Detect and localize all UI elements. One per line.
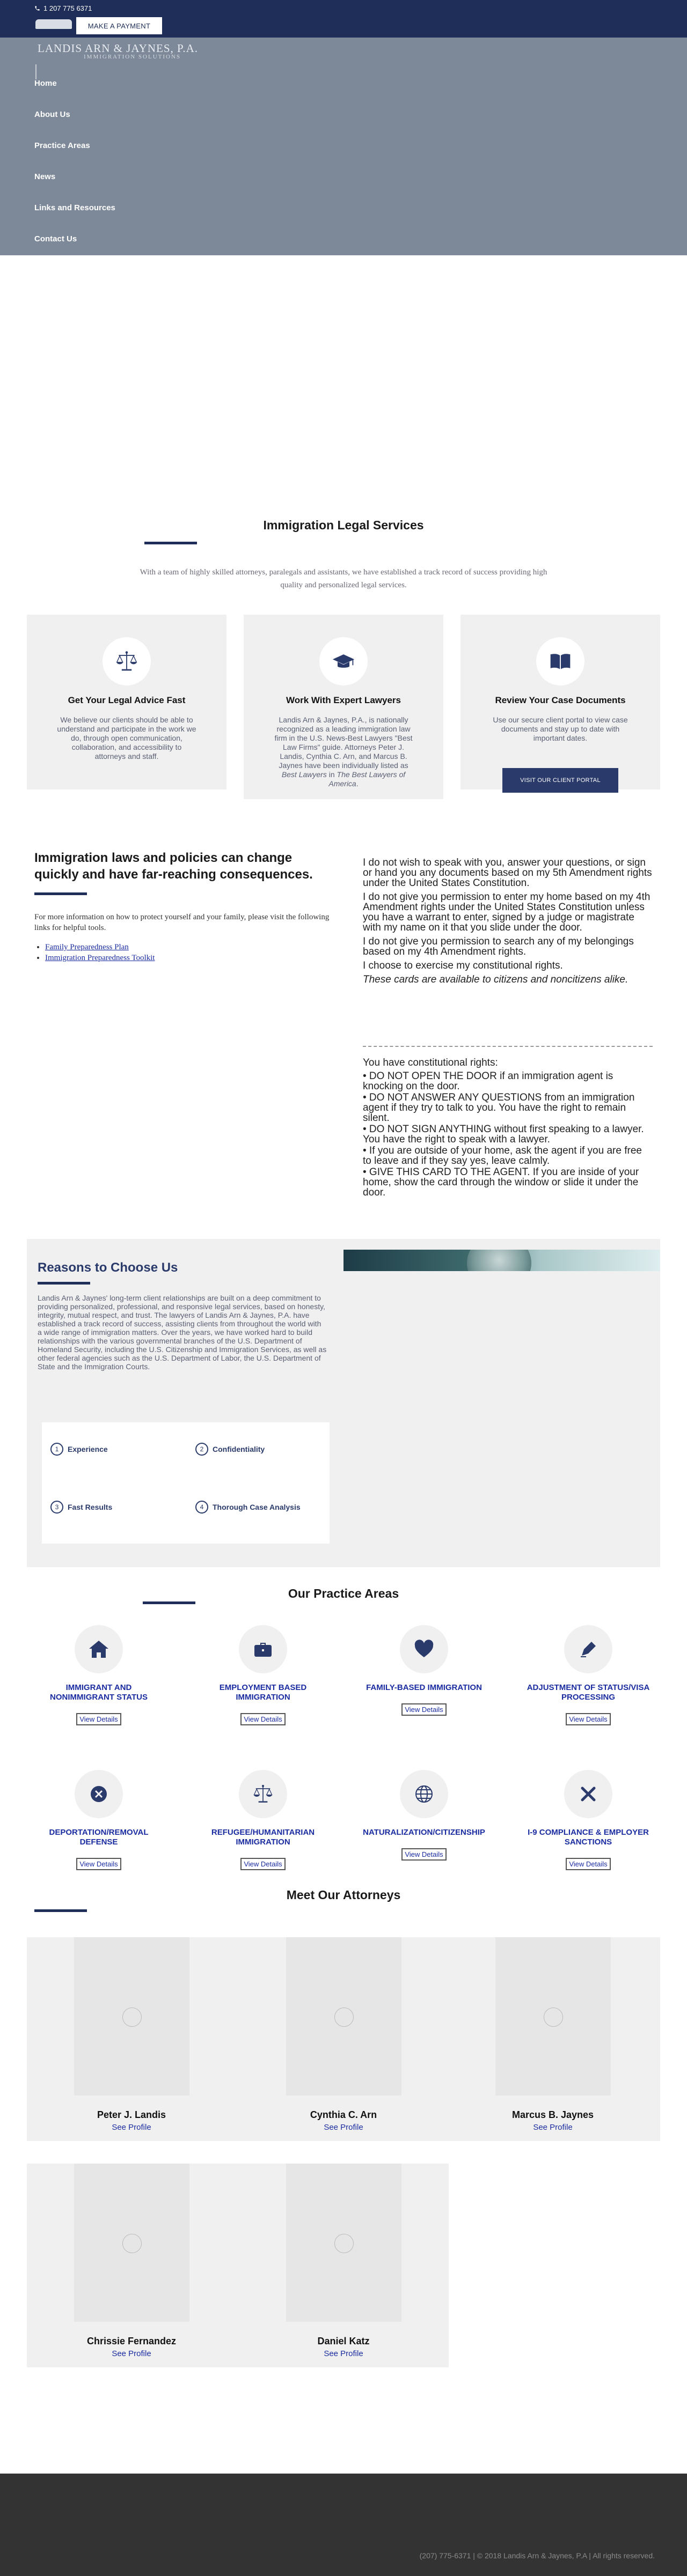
card-title: Get Your Legal Advice Fast	[68, 695, 186, 705]
see-profile-link[interactable]: See Profile	[324, 2123, 363, 2132]
attorney-photo[interactable]	[286, 1937, 401, 2095]
view-details-button[interactable]: View Details	[240, 1858, 285, 1870]
card-title: Review Your Case Documents	[495, 695, 626, 705]
rights-line: I choose to exercise my constitutional rights.	[363, 960, 563, 971]
practice-icon-circle	[239, 1625, 287, 1673]
card-text: Use our secure client portal to view case documents and stay up to date with important dates.	[493, 715, 628, 742]
card-text: We believe our clients should be able to understand and participate in the work we do, through open communication, collaboration, and accessibility to attorneys and staff.	[57, 715, 196, 761]
card-text-part: .	[356, 779, 359, 788]
card-icon-circle	[319, 637, 368, 685]
laws-accent-bar	[34, 892, 87, 895]
nav-item-links-and-resources[interactable]: Links and Resources	[34, 203, 115, 212]
rights-line: I do not give you permission to search any of my belongings based on my 4th Amendment rights.	[363, 936, 634, 957]
photo-subject	[467, 1250, 531, 1271]
rights-line: I do not wish to speak with you, answer your questions, or sign or hand you any documents based on my 5th Amendment rights under the United States Constitution.	[363, 857, 652, 889]
see-profile-link[interactable]: See Profile	[112, 2123, 151, 2132]
rights-card-text	[363, 858, 653, 988]
see-profile-link[interactable]: See Profile	[112, 2349, 151, 2358]
resource-links	[45, 942, 155, 963]
reasons-photo	[344, 1250, 660, 1271]
practice-area-family	[360, 1625, 488, 1716]
phone-number[interactable]	[34, 4, 92, 12]
practice-title-text[interactable]: I-9 COMPLIANCE & EMPLOYER SANCTIONS	[528, 1828, 649, 1847]
practice-area-adjustment	[524, 1625, 653, 1725]
reason-label: Experience	[68, 1445, 108, 1453]
attorney-card	[51, 1937, 212, 2132]
nav-divider	[35, 64, 36, 79]
view-details-button[interactable]: View Details	[566, 1858, 610, 1870]
attorney-photo[interactable]	[74, 1937, 189, 2095]
service-card-case-documents	[461, 615, 660, 789]
practice-title-text[interactable]: IMMIGRANT AND NONIMMIGRANT STATUS	[50, 1683, 148, 1702]
attorneys-accent-bar	[34, 1909, 87, 1912]
see-profile-link[interactable]: See Profile	[533, 2123, 573, 2132]
reasons-accent-bar	[38, 1282, 90, 1285]
practice-title-text[interactable]: ADJUSTMENT OF STATUS/VISA PROCESSING	[527, 1683, 650, 1702]
attorney-name: Marcus B. Jaynes	[511, 2109, 594, 2120]
reason-fast-results	[50, 1501, 112, 1514]
x-circle-icon	[88, 1783, 109, 1805]
laws-paragraph: For more information on how to protect yourself and your family, please visit the following links for helpful tools.	[34, 913, 330, 932]
attorney-name: Peter J. Landis	[97, 2109, 166, 2120]
practice-area-immigrant-status	[34, 1625, 163, 1725]
attorney-card	[51, 2164, 212, 2358]
practice-icon-circle	[564, 1770, 612, 1818]
constitutional-rights-list	[363, 1058, 653, 1199]
practice-title-text[interactable]: FAMILY-BASED IMMIGRATION	[366, 1683, 482, 1692]
immigration-toolkit-link[interactable]: Immigration Preparedness Toolkit	[45, 954, 155, 962]
view-details-button[interactable]: View Details	[401, 1848, 446, 1861]
logo-mark[interactable]	[35, 19, 72, 29]
service-card-legal-advice	[27, 615, 226, 789]
attorney-card	[263, 2164, 424, 2358]
reason-thorough-analysis	[195, 1501, 301, 1514]
pen-icon	[578, 1638, 599, 1660]
phone-icon	[34, 5, 40, 11]
service-card-expert-lawyers	[244, 615, 443, 799]
main-navigation	[0, 38, 687, 255]
card-text-part: in	[326, 770, 337, 779]
attorney-card	[263, 1937, 424, 2132]
reason-number: 2	[195, 1443, 208, 1456]
nav-item-practice-areas[interactable]: Practice Areas	[34, 141, 90, 150]
scales-icon	[252, 1783, 274, 1805]
reasons-text: Landis Arn & Jaynes' long-term client relationships are built on a deep commitment to providing personalized, professional, and responsive legal services, based on honesty, integrity, mutual respect, and trust. The lawyers of Landis Arn & Jaynes, P.A. have established a track record of success, assisting clients from throughout the world with a wide range of immigration matters. Over the years, we have worked hard to build relationships with the various governmental branches of the U.S. Department of Homeland Security, including the U.S. Citizenship and Immigration Services, as well as other federal agencies such as the U.S. Department of Labor, the U.S. Department of State and the Immigration Courts.	[38, 1294, 327, 1371]
scales-icon	[115, 649, 138, 673]
top-bar	[0, 0, 687, 38]
family-preparedness-link[interactable]: Family Preparedness Plan	[45, 943, 129, 951]
nav-item-news[interactable]: News	[34, 172, 56, 181]
rights-list-item: • DO NOT ANSWER ANY QUESTIONS from an immigration agent if they try to talk to you. You have the right to remain silent.	[363, 1092, 635, 1124]
reason-label: Fast Results	[68, 1503, 113, 1511]
attorney-photo[interactable]	[286, 2164, 401, 2322]
rights-note: These cards are available to citizens and noncitizens alike.	[363, 974, 628, 985]
practice-icon-circle	[564, 1625, 612, 1673]
card-text-emphasis: The Best Lawyers of America	[328, 770, 406, 788]
book-icon	[549, 649, 572, 673]
footer-copyright: (207) 775-6371 | © 2018 Landis Arn & Jaynes, P.A | All rights reserved.	[419, 2551, 655, 2560]
card-icon-circle	[103, 637, 151, 685]
card-text-emphasis: Best Lawyers	[281, 770, 327, 779]
practice-area-refugee	[199, 1770, 327, 1870]
attorney-card	[472, 1937, 633, 2132]
reason-number: 1	[50, 1443, 63, 1456]
list-item	[45, 953, 155, 963]
client-portal-button[interactable]: VISIT OUR CLIENT PORTAL	[502, 768, 618, 793]
hero-banner	[0, 255, 687, 481]
attorney-photo[interactable]	[74, 2164, 189, 2322]
practice-icon-circle	[239, 1770, 287, 1818]
reasons-title: Reasons to Choose Us	[38, 1260, 178, 1275]
heart-icon	[413, 1638, 435, 1660]
rights-list-item: • DO NOT OPEN THE DOOR if an immigration agent is knocking on the door.	[363, 1071, 613, 1092]
rights-list-item: • If you are outside of your home, ask the agent if you are free to leave and if they say yes, leave calmly.	[363, 1145, 642, 1167]
card-title: Work With Expert Lawyers	[286, 695, 401, 705]
view-details-button[interactable]: View Details	[76, 1713, 121, 1725]
attorney-name: Chrissie Fernandez	[86, 2336, 177, 2346]
reasons-list	[42, 1422, 330, 1544]
practice-icon-circle	[400, 1625, 448, 1673]
attorneys-title: Meet Our Attorneys	[286, 1888, 401, 1902]
practice-icon-circle	[75, 1770, 123, 1818]
rights-line: I do not give you permission to enter my home based on my 4th Amendment rights under the United States Constitution unless you have a warrant to enter, signed by a judge or magistrate with my name on it that you slide under the door.	[363, 891, 651, 933]
reason-number: 3	[50, 1501, 63, 1514]
card-icon-circle	[536, 637, 584, 685]
services-title: Immigration Legal Services	[263, 518, 424, 532]
see-profile-link[interactable]: See Profile	[324, 2349, 363, 2358]
nav-item-home[interactable]: Home	[34, 79, 57, 88]
view-details-button[interactable]: View Details	[566, 1713, 610, 1725]
card-text	[274, 715, 413, 788]
brand-name[interactable]: LANDIS ARN & JAYNES, P.A.	[38, 42, 199, 55]
practice-title: Our Practice Areas	[288, 1586, 399, 1600]
practice-area-deportation	[34, 1770, 163, 1870]
phone-text: 1 207 775 6371	[43, 4, 92, 12]
attorney-name: Cynthia C. Arn	[310, 2109, 377, 2120]
practice-icon-circle	[75, 1625, 123, 1673]
rights-list-item: • GIVE THIS CARD TO THE AGENT. If you are inside of your home, show the card through the window or slide it under the door.	[363, 1167, 639, 1198]
cut-line-divider	[363, 1046, 653, 1047]
laws-heading: Immigration laws and policies can change quickly and have far-reaching consequences.	[34, 851, 313, 882]
view-details-button[interactable]: View Details	[240, 1713, 285, 1725]
attorney-photo[interactable]	[495, 1937, 611, 2095]
view-details-button[interactable]: View Details	[76, 1858, 121, 1870]
view-details-button[interactable]: View Details	[401, 1703, 446, 1716]
reason-label: Thorough Case Analysis	[213, 1503, 301, 1511]
practice-title-text[interactable]: EMPLOYMENT BASED IMMIGRATION	[219, 1683, 307, 1702]
make-payment-button[interactable]: MAKE A PAYMENT	[76, 17, 162, 34]
graduation-cap-icon	[332, 649, 355, 673]
briefcase-icon	[252, 1638, 274, 1660]
reason-confidentiality	[195, 1443, 265, 1456]
practice-title-text[interactable]: NATURALIZATION/CITIZENSHIP	[363, 1828, 485, 1837]
footer	[0, 2474, 687, 2576]
brand-tagline: IMMIGRATION SOLUTIONS	[84, 54, 181, 60]
reason-label: Confidentiality	[213, 1445, 265, 1453]
attorney-name: Daniel Katz	[317, 2336, 370, 2346]
section-accent-bar	[144, 542, 197, 544]
practice-accent-bar	[143, 1601, 195, 1604]
reason-number: 4	[195, 1501, 208, 1514]
house-icon	[88, 1638, 109, 1660]
list-item	[45, 942, 155, 953]
card-text-part: Landis Arn & Jaynes, P.A., is nationally recognized as a leading immigration law firm in the U.S. News-Best Lawyers "Best Law Firms" guide. Attorneys Peter J. Landis, Cynthia C. Arn, and Marcus B. Jaynes have been individually listed as	[274, 715, 413, 770]
rights-list-title: You have constitutional rights:	[363, 1057, 498, 1068]
practice-title-text[interactable]: REFUGEE/HUMANITARIAN IMMIGRATION	[211, 1828, 315, 1847]
tools-icon	[578, 1783, 599, 1805]
practice-area-i9-compliance	[524, 1770, 653, 1870]
rights-list-item: • DO NOT SIGN ANYTHING without first speaking to a lawyer. You have the right to speak with a lawyer.	[363, 1124, 644, 1145]
globe-icon	[413, 1783, 435, 1805]
practice-area-employment	[199, 1625, 327, 1725]
services-intro: With a team of highly skilled attorneys, paralegals and assistants, we have established a track record of success providing high quality and personalized legal services.	[140, 568, 547, 589]
reason-experience	[50, 1443, 108, 1456]
practice-area-naturalization	[360, 1770, 488, 1861]
nav-item-contact-us[interactable]: Contact Us	[34, 234, 77, 243]
practice-icon-circle	[400, 1770, 448, 1818]
practice-title-text[interactable]: DEPORTATION/REMOVAL DEFENSE	[49, 1828, 149, 1847]
nav-item-about-us[interactable]: About Us	[34, 110, 70, 119]
